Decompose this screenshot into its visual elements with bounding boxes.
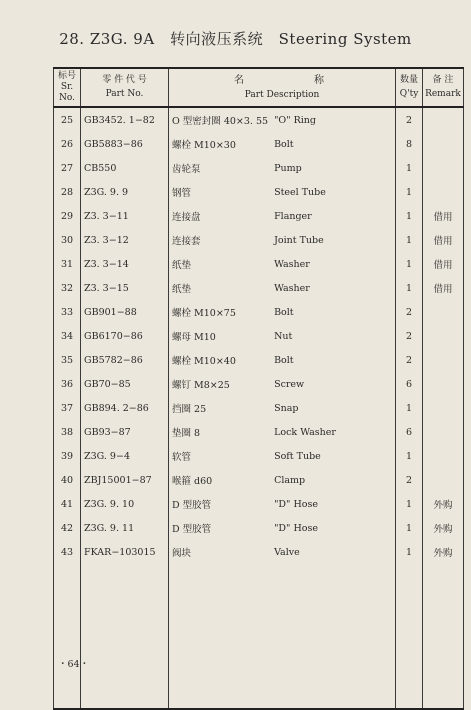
cell-description-zh: 喉箍 d60 [169, 468, 272, 492]
table-row [54, 420, 464, 444]
empty-cell [271, 636, 396, 660]
table-row [54, 468, 464, 492]
cell-sr-no: 43 [54, 540, 81, 564]
empty-cell [54, 588, 81, 612]
cell-description-en: Nut [271, 324, 396, 348]
cell-quantity: 1 [396, 492, 423, 516]
table-row [54, 228, 464, 252]
cell-quantity: 1 [396, 204, 423, 228]
cell-remark [423, 156, 464, 180]
table-row [54, 252, 464, 276]
cell-part-no: GB901−88 [81, 300, 169, 324]
cell-sr-no: 25 [54, 107, 81, 132]
cell-sr-no: 36 [54, 372, 81, 396]
empty-table-row [54, 636, 464, 660]
cell-remark: 外购 [423, 516, 464, 540]
empty-cell [169, 684, 272, 709]
cell-remark [423, 132, 464, 156]
empty-cell [169, 564, 272, 588]
header-part-no [81, 68, 169, 107]
empty-cell [169, 612, 272, 636]
cell-quantity: 1 [396, 252, 423, 276]
cell-remark [423, 348, 464, 372]
cell-quantity: 1 [396, 444, 423, 468]
cell-quantity: 2 [396, 348, 423, 372]
empty-cell [81, 636, 169, 660]
cell-quantity: 1 [396, 228, 423, 252]
cell-description-zh: 垫圈 8 [169, 420, 272, 444]
table-row [54, 348, 464, 372]
cell-description-en: Joint Tube [271, 228, 396, 252]
empty-cell [81, 612, 169, 636]
header-remark [423, 68, 464, 107]
cell-sr-no: 28 [54, 180, 81, 204]
cell-sr-no: 34 [54, 324, 81, 348]
cell-description-en: Washer [271, 252, 396, 276]
empty-cell [271, 660, 396, 684]
header-part-no-zh: 零 件 代 号 [102, 75, 147, 85]
cell-description-en: Flanger [271, 204, 396, 228]
cell-part-no: CB550 [81, 156, 169, 180]
header-part-no-en: Part No. [105, 89, 144, 99]
empty-cell [423, 612, 464, 636]
cell-quantity: 2 [396, 468, 423, 492]
cell-description-zh: 螺钉 M8×25 [169, 372, 272, 396]
header-quantity-zh: 数量 [400, 75, 419, 85]
empty-cell [396, 612, 423, 636]
table-row [54, 204, 464, 228]
cell-part-no: Z3G. 9. 10 [81, 492, 169, 516]
cell-remark [423, 324, 464, 348]
empty-cell [423, 660, 464, 684]
cell-description-en: Bolt [271, 300, 396, 324]
page-number: ・64・ [58, 659, 90, 670]
cell-remark: 借用 [423, 228, 464, 252]
header-sr-no-zh: 标号 [57, 71, 76, 81]
table-header-row [54, 68, 464, 107]
cell-part-no: GB93−87 [81, 420, 169, 444]
empty-cell [396, 660, 423, 684]
cell-quantity: 1 [396, 540, 423, 564]
empty-table-row [54, 684, 464, 709]
empty-cell [271, 564, 396, 588]
cell-remark [423, 468, 464, 492]
cell-description-zh: 软管 [169, 444, 272, 468]
cell-description-en: Lock Washer [271, 420, 396, 444]
cell-description-zh: 螺栓 M10×40 [169, 348, 272, 372]
cell-sr-no: 37 [54, 396, 81, 420]
cell-part-no: Z3. 3−14 [81, 252, 169, 276]
cell-remark [423, 107, 464, 132]
cell-remark [423, 300, 464, 324]
cell-description-en: Clamp [271, 468, 396, 492]
empty-cell [54, 564, 81, 588]
empty-cell [423, 636, 464, 660]
cell-description-en: "O" Ring [271, 107, 396, 132]
empty-cell [81, 684, 169, 709]
empty-cell [54, 612, 81, 636]
cell-quantity: 2 [396, 324, 423, 348]
cell-part-no: ZBJ15001−87 [81, 468, 169, 492]
cell-description-zh: 螺栓 M10×75 [169, 300, 272, 324]
parts-table [53, 67, 464, 710]
cell-description-zh: D 型胶管 [169, 516, 272, 540]
cell-part-no: GB70−85 [81, 372, 169, 396]
empty-cell [81, 588, 169, 612]
cell-remark: 借用 [423, 252, 464, 276]
cell-description-zh: 连接套 [169, 228, 272, 252]
cell-sr-no: 38 [54, 420, 81, 444]
cell-remark [423, 180, 464, 204]
cell-description-en: Valve [271, 540, 396, 564]
empty-cell [271, 612, 396, 636]
cell-part-no: Z3. 3−12 [81, 228, 169, 252]
cell-quantity: 1 [396, 396, 423, 420]
cell-description-zh: 纸垫 [169, 252, 272, 276]
cell-description-zh: 螺栓 M10×30 [169, 132, 272, 156]
table-row [54, 324, 464, 348]
cell-sr-no: 30 [54, 228, 81, 252]
cell-description-en: Soft Tube [271, 444, 396, 468]
cell-description-en: "D" Hose [271, 492, 396, 516]
empty-cell [169, 660, 272, 684]
header-description-zh: 名 称 [234, 74, 331, 86]
cell-description-zh: O 型密封圈 40×3. 55 [169, 107, 272, 132]
empty-cell [169, 636, 272, 660]
cell-remark [423, 372, 464, 396]
cell-quantity: 1 [396, 180, 423, 204]
cell-description-en: Pump [271, 156, 396, 180]
header-description [169, 68, 396, 107]
cell-quantity: 6 [396, 420, 423, 444]
header-sr-no [54, 68, 81, 107]
header-remark-zh: 备 注 [432, 75, 454, 85]
empty-cell [423, 564, 464, 588]
cell-description-en: Bolt [271, 132, 396, 156]
cell-part-no: Z3G. 9. 11 [81, 516, 169, 540]
empty-table-row [54, 612, 464, 636]
cell-remark [423, 420, 464, 444]
header-quantity-en: Q'ty [399, 89, 419, 99]
cell-sr-no: 26 [54, 132, 81, 156]
empty-cell [396, 588, 423, 612]
empty-cell [423, 588, 464, 612]
empty-cell [271, 684, 396, 709]
table-row [54, 396, 464, 420]
cell-sr-no: 41 [54, 492, 81, 516]
table-row [54, 276, 464, 300]
cell-part-no: GB6170−86 [81, 324, 169, 348]
cell-remark: 外购 [423, 540, 464, 564]
cell-description-zh: D 型胶管 [169, 492, 272, 516]
cell-sr-no: 40 [54, 468, 81, 492]
empty-cell [81, 564, 169, 588]
empty-cell [271, 588, 396, 612]
empty-cell [169, 588, 272, 612]
cell-description-en: "D" Hose [271, 516, 396, 540]
cell-remark [423, 396, 464, 420]
cell-description-zh: 螺母 M10 [169, 324, 272, 348]
header-description-en: Part Description [244, 89, 320, 100]
empty-table-row [54, 588, 464, 612]
empty-cell [81, 660, 169, 684]
cell-part-no: Z3G. 9−4 [81, 444, 169, 468]
empty-table-row [54, 660, 464, 684]
cell-sr-no: 27 [54, 156, 81, 180]
cell-description-zh: 阀块 [169, 540, 272, 564]
cell-quantity: 1 [396, 156, 423, 180]
cell-part-no: GB894. 2−86 [81, 396, 169, 420]
cell-part-no: Z3. 3−15 [81, 276, 169, 300]
cell-quantity: 1 [396, 276, 423, 300]
empty-cell [54, 684, 81, 709]
cell-sr-no: 33 [54, 300, 81, 324]
cell-part-no: FKAR−103015 [81, 540, 169, 564]
cell-part-no: GB5782−86 [81, 348, 169, 372]
empty-cell [396, 684, 423, 709]
parts-table-body [54, 107, 464, 709]
empty-cell [396, 564, 423, 588]
empty-cell [396, 636, 423, 660]
cell-description-en: Snap [271, 396, 396, 420]
empty-table-row [54, 564, 464, 588]
table-row [54, 107, 464, 132]
cell-description-en: Bolt [271, 348, 396, 372]
cell-remark: 借用 [423, 276, 464, 300]
cell-part-no: GB5883−86 [81, 132, 169, 156]
cell-description-en: Screw [271, 372, 396, 396]
cell-quantity: 1 [396, 516, 423, 540]
cell-quantity: 6 [396, 372, 423, 396]
header-remark-en: Remark [425, 89, 461, 99]
table-row [54, 444, 464, 468]
table-row [54, 132, 464, 156]
header-sr-no-en2: No. [59, 93, 75, 103]
cell-sr-no: 35 [54, 348, 81, 372]
cell-part-no: GB3452. 1−82 [81, 107, 169, 132]
table-row [54, 492, 464, 516]
cell-description-zh: 挡圈 25 [169, 396, 272, 420]
cell-description-zh: 齿轮泵 [169, 156, 272, 180]
cell-description-zh: 钢管 [169, 180, 272, 204]
table-row [54, 372, 464, 396]
cell-sr-no: 29 [54, 204, 81, 228]
table-row [54, 156, 464, 180]
cell-description-en: Steel Tube [271, 180, 396, 204]
cell-part-no: Z3G. 9. 9 [81, 180, 169, 204]
table-row [54, 180, 464, 204]
cell-quantity: 2 [396, 300, 423, 324]
header-sr-no-en1: Sr. [60, 82, 74, 92]
cell-description-zh: 纸垫 [169, 276, 272, 300]
cell-remark: 外购 [423, 492, 464, 516]
cell-remark: 借用 [423, 204, 464, 228]
cell-description-en: Washer [271, 276, 396, 300]
empty-cell [423, 684, 464, 709]
header-quantity [396, 68, 423, 107]
cell-sr-no: 39 [54, 444, 81, 468]
table-row [54, 300, 464, 324]
page-title: 28. Z3G. 9A 转向液压系统 Steering System [59, 30, 412, 48]
cell-sr-no: 42 [54, 516, 81, 540]
cell-sr-no: 32 [54, 276, 81, 300]
cell-description-zh: 连接盘 [169, 204, 272, 228]
table-row [54, 540, 464, 564]
cell-remark [423, 444, 464, 468]
cell-part-no: Z3. 3−11 [81, 204, 169, 228]
cell-quantity: 8 [396, 132, 423, 156]
cell-sr-no: 31 [54, 252, 81, 276]
cell-quantity: 2 [396, 107, 423, 132]
table-row [54, 516, 464, 540]
